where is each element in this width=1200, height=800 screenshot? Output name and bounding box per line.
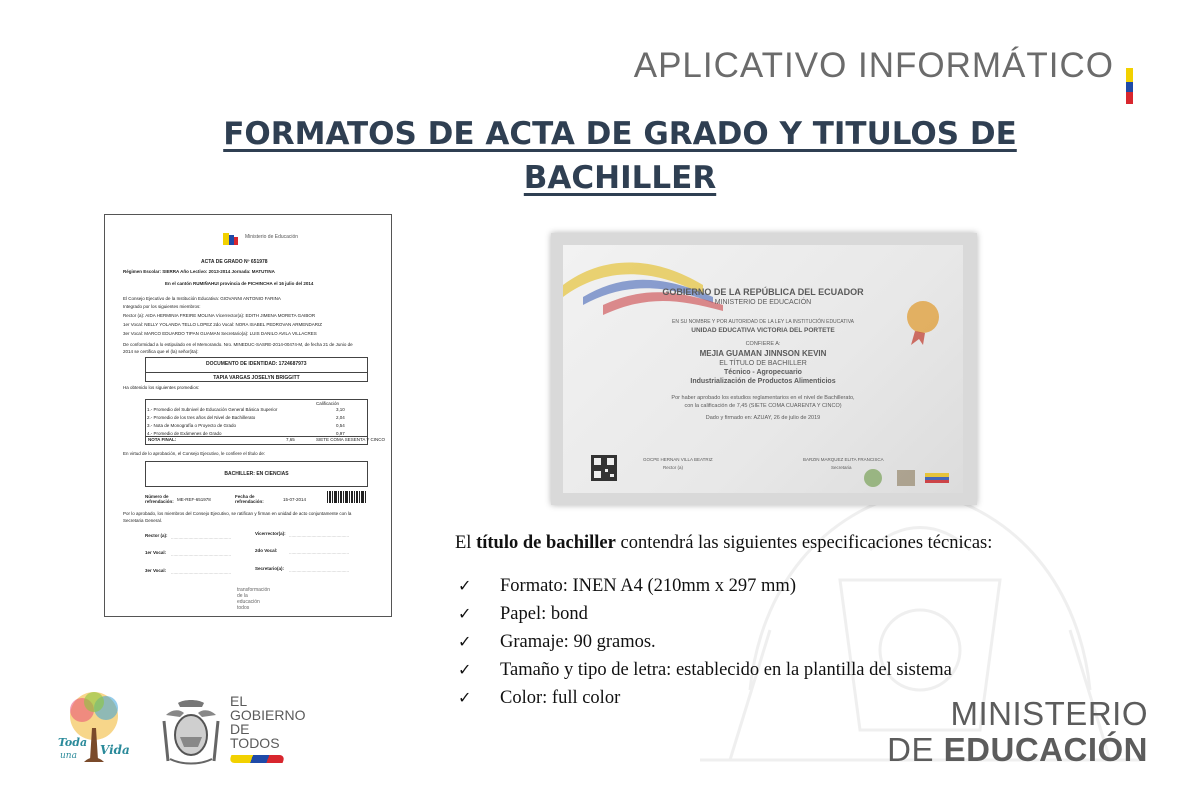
- acta-promedio-value: 2,04: [336, 415, 345, 420]
- list-item: [458, 656, 952, 684]
- main-title-line1: FORMATOS DE ACTA DE GRADO Y TITULOS DE: [223, 116, 1017, 152]
- gobierno-de-todos-logo: [230, 693, 306, 763]
- acta-titulo-box: [145, 461, 368, 487]
- acta-consejo: El Consejo Ejecutivo de la Institución Educativa: GIOVANNI ANTONIO FARINA: [123, 296, 281, 301]
- gob-text-1: EL: [230, 693, 248, 709]
- acta-promedio-value: 3,10: [336, 407, 345, 412]
- spec-item-text: Papel: bond: [500, 604, 588, 624]
- acta-de-grado-document: [104, 214, 392, 617]
- acta-promedios-intro: Ha obtenido los siguientes promedios:: [123, 385, 200, 390]
- checkmark-icon: ✓: [458, 576, 472, 595]
- acta-vocal1: 1er Vocal: NELLY YOLANDA TELLO LOPEZ 2do Vocal: NORA ISABEL PEDROVAN ARMENDARIZ: [123, 322, 322, 327]
- spec-item-text: Gramaje: 90 gramos.: [500, 632, 656, 652]
- acta-aprobado2: Secretaria General.: [123, 518, 163, 523]
- acta-titulo: BACHILLER: EN CIENCIAS: [224, 471, 289, 477]
- gob-text-2: GOBIERNO: [230, 707, 306, 723]
- ministerio-educacion-logo: [887, 696, 1148, 768]
- acta-footer-logo: transformación de la educación todos: [237, 587, 271, 611]
- titulo-el-titulo: EL TÍTULO DE BACHILLER: [719, 360, 807, 367]
- gob-flag-bar: [229, 755, 286, 763]
- acta-conformidad2: 2014 se certifica que el (la) señor(ita):: [123, 349, 199, 354]
- signature-line: ................................................: [171, 570, 232, 575]
- acta-firma-vocal2: 2do Vocal:: [255, 548, 278, 553]
- list-item: [458, 572, 952, 600]
- list-item: [458, 600, 952, 628]
- signature-line: ................................................: [171, 552, 232, 557]
- acta-canton: En el cantón RUMIÑAHUI provincia de PICHINCHA el 16 julio del 2014: [165, 281, 314, 286]
- signature-line: ................................................: [171, 535, 232, 540]
- todavida-text-3: Vida: [100, 743, 130, 757]
- titulo-firma1: GOCPE HERNAN VILLA BEATRIZ: [643, 457, 713, 462]
- acta-aprobado: Por lo aprobado, los miembros del Consejo Ejecutivo, se ratifican y firman en unidad de acto conjuntamente con la: [123, 511, 352, 516]
- acta-promedio-value: 0,54: [336, 423, 345, 428]
- list-item: [458, 628, 952, 656]
- acta-nota-final-label: NOTA FINAL:: [148, 437, 177, 442]
- acta-promedio-label: 3.- Nota de Monografía o Proyecto de Grado: [147, 423, 237, 428]
- specs-intro-bold: título de bachiller: [476, 533, 616, 553]
- titulo-firma2: BARZIN MARQUEZ ELITA FRANCISCA: [803, 457, 884, 462]
- titulo-republica: GOBIERNO DE LA REPÚBLICA DEL ECUADOR: [662, 287, 864, 297]
- specs-intro-suffix: contendrá las siguientes especificaciones técnicas:: [615, 533, 993, 553]
- signature-line: ................................................: [289, 533, 350, 538]
- titulo-firma1-rol: Rector (a): [663, 465, 684, 470]
- acta-vocal3: 3er Vocal: MARCO EDUARDO TIPAN GUAMAN Secretario(a): LUIS DANILO AVILA VILLACRES: [123, 331, 317, 336]
- checkmark-icon: ✓: [458, 688, 472, 707]
- titulo-ministerio: MINISTERIO DE EDUCACIÓN: [714, 299, 812, 306]
- titulo-aprobado: Por haber aprobado los estudios reglamentarios en el nivel de Bachillerato,: [671, 395, 855, 401]
- titulo-fecha: Dado y firmado en: AZUAY, 26 de julio de 2019: [705, 415, 821, 421]
- titulo-calificacion: con la calificación de 7,45 (SIETE COMA CUARENTA Y CINCO): [684, 403, 842, 409]
- spec-item-text: Tamaño y tipo de letra: establecido en la plantilla del sistema: [500, 660, 952, 680]
- acta-firma-vocal3: 3er Vocal:: [145, 568, 167, 573]
- signature-line: ................................................: [289, 550, 350, 555]
- checkmark-icon: ✓: [458, 632, 472, 651]
- ministerio-text-2b: EDUCACIÓN: [943, 731, 1148, 768]
- titulo-firma2-rol: Secretaria: [831, 465, 852, 470]
- checkmark-icon: ✓: [458, 660, 472, 679]
- main-title: [120, 112, 1120, 200]
- main-title-line2: BACHILLER: [523, 160, 717, 196]
- acta-firma-vocal1: 1er Vocal:: [145, 550, 167, 555]
- acta-integrado: Integrado por los siguientes miembros:: [123, 304, 201, 309]
- titulo-unidad: UNIDAD EDUCATIVA VICTORIA DEL PORTETE: [691, 327, 835, 334]
- acta-refrendacion-value: ME-REF-651978: [177, 497, 211, 502]
- checkmark-icon: ✓: [458, 604, 472, 623]
- acta-promedio-value: 0,97: [336, 431, 345, 436]
- coat-of-arms-icon: [158, 697, 224, 767]
- gob-text-3: DE TODOS: [230, 721, 280, 751]
- acta-promedio-label: 2.- Promedio de los tres años del Nivel de Bachillerato: [147, 415, 256, 420]
- titulo-industria: Industrialización de Productos Alimenticios: [690, 378, 836, 385]
- acta-nota-final-text: SIETE COMA SESENTA Y CINCO: [316, 437, 386, 442]
- list-item: [458, 684, 952, 712]
- acta-logo-text: Ministerio de Educación: [245, 234, 299, 240]
- ministerio-text-2: [887, 732, 1148, 768]
- todavida-text-1: Toda: [58, 736, 88, 749]
- acta-heading: ACTA DE GRADO Nº 651978: [201, 259, 268, 265]
- footer-logos-icon: [863, 467, 953, 489]
- ministerio-text-1: MINISTERIO: [950, 695, 1148, 732]
- header-title: APLICATIVO INFORMÁTICO: [633, 46, 1114, 85]
- acta-nota-final-row: [145, 436, 386, 445]
- spec-list: [458, 572, 952, 712]
- acta-regimen: Régimen Escolar: SIERRA Año Lectivo: 2013-2014 Jornada: MATUTINA: [123, 269, 275, 274]
- acta-fecha-value: 15-07-2014: [283, 497, 307, 502]
- flag-bar: [1126, 68, 1133, 104]
- specs-intro: [455, 533, 992, 554]
- spec-item-text: Formato: INEN A4 (210mm x 297 mm): [500, 576, 796, 596]
- toda-una-vida-logo: [54, 688, 134, 770]
- titulo-en-su-nombre: EN SU NOMBRE Y POR AUTORIDAD DE LA LEY LA INSTITUCIÓN EDUCATIVA: [672, 319, 854, 325]
- titulo-bachiller-photo: [551, 233, 977, 505]
- acta-refrendacion-label: Número de refrendación:: [145, 494, 174, 504]
- acta-documento: DOCUMENTO DE IDENTIDAD: 1724687973: [206, 361, 307, 367]
- acta-student-box: [145, 357, 368, 382]
- acta-firma-vicerrector: Vicerrector(a):: [255, 531, 286, 536]
- acta-firma-rector: Rector (a):: [145, 533, 168, 538]
- acta-estudiante: TAPIA VARGAS JOSELYN BRIGGITT: [146, 372, 367, 381]
- acta-nota-final-value: 7,65: [286, 437, 295, 442]
- acta-promedio-label: 4.- Promedio de Exámenes de Grado: [147, 431, 222, 436]
- acta-conformidad: De conformidad a lo estipulado en el Memorando. Nro. MINEDUC-SASRE-2014-00474-M, de fecha 21 de Junio de: [123, 342, 353, 347]
- acta-rector: Rector (a): AIDA HERMINIA FREIRE MOLINA Vicerrector(a): EDITH JIMENA MORETA GAIBOR: [123, 313, 316, 318]
- signature-line: ................................................: [289, 568, 350, 573]
- barcode-icon: [327, 491, 367, 503]
- acta-fecha-label: Fecha de refrendación:: [235, 494, 264, 504]
- specs-intro-prefix: El: [455, 533, 477, 553]
- titulo-nombre: MEJIA GUAMAN JINNSON KEVIN: [699, 349, 827, 358]
- titulo-confiere: CONFIERE A:: [745, 341, 781, 347]
- qr-code-icon: [591, 455, 617, 481]
- acta-calificacion-header: Calificación: [316, 401, 340, 406]
- ministerio-text-2a: DE: [887, 731, 944, 768]
- acta-virtud: En virtud de lo aprobación, el Consejo Ejecutivo, le confiere el título de:: [123, 451, 266, 456]
- acta-promedio-label: 1.- Promedio del Subnivel de Educación General Básica Superior: [147, 407, 278, 412]
- todavida-text-2: una: [60, 751, 77, 761]
- acta-firma-secretario: Secretario(a):: [255, 566, 285, 571]
- spec-item-text: Color: full color: [500, 688, 621, 708]
- titulo-paper: [563, 245, 963, 493]
- titulo-tecnico: Técnico - Agropecuario: [724, 369, 802, 376]
